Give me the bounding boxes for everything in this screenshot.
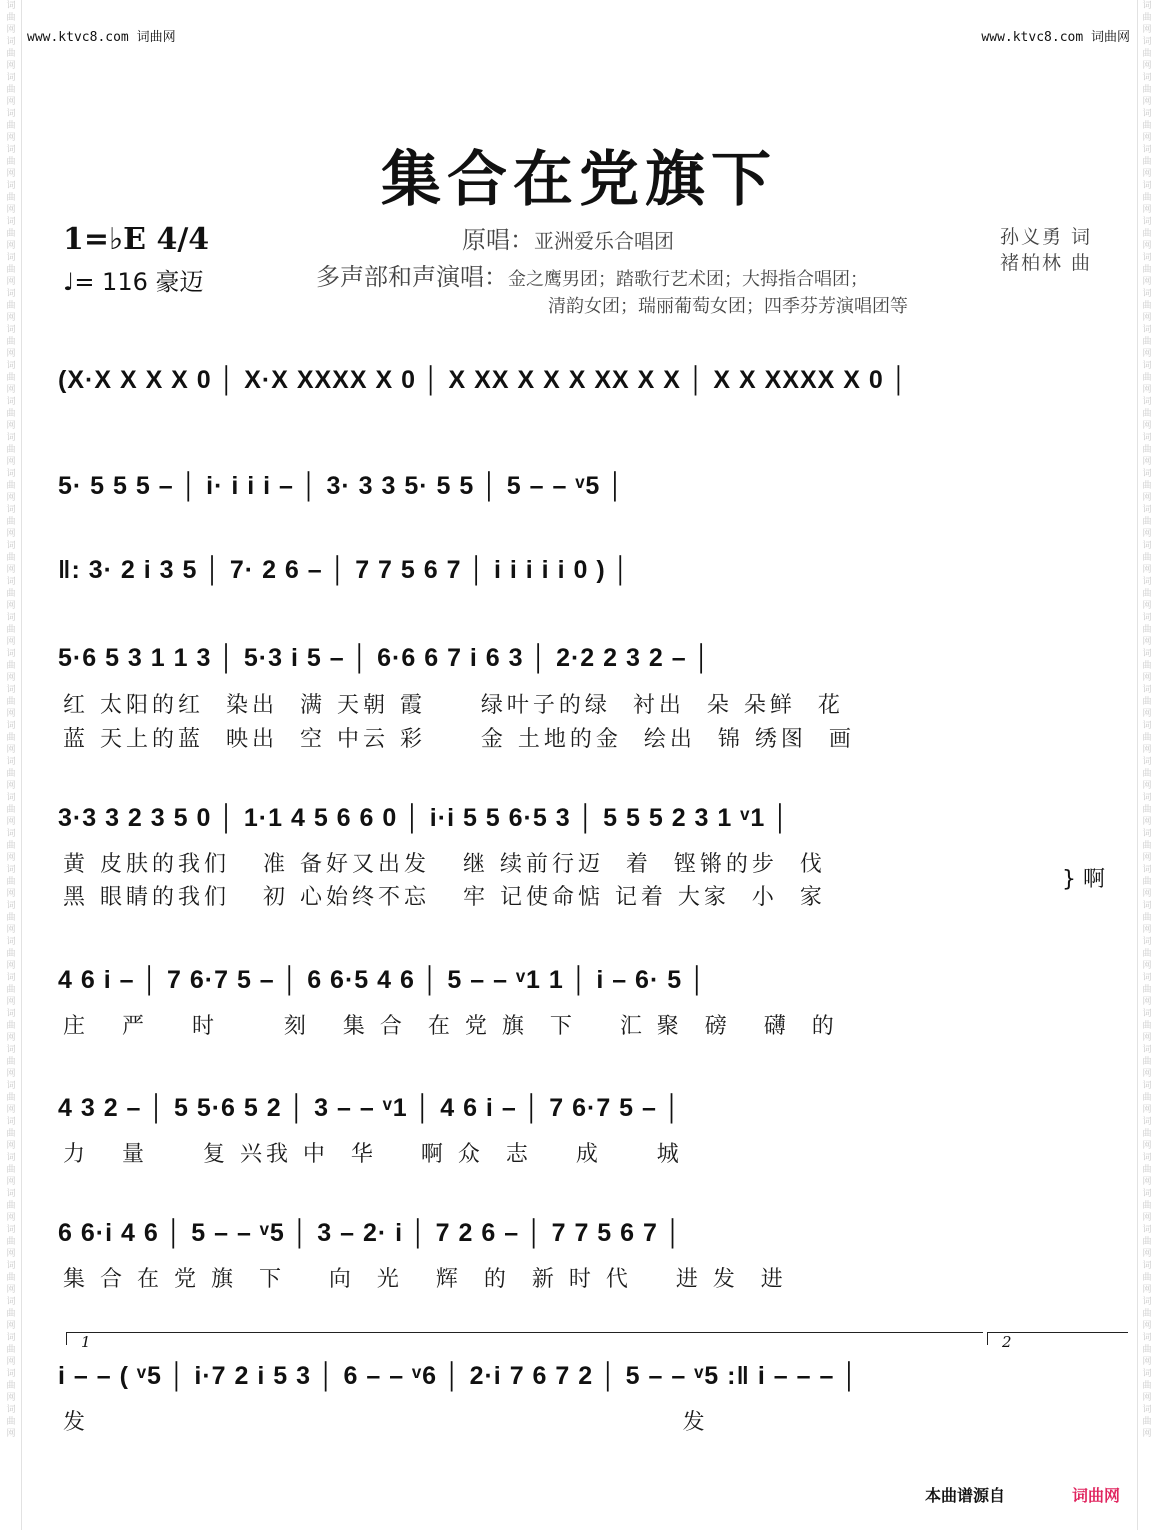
- margin-line-left: [21, 0, 22, 1530]
- lyric-line-8: 集 合 在 党 旗 下 向 光 辉 的 新 时 代 进 发 进: [63, 1267, 787, 1292]
- lyric-line-5b: 黑 眼睛的我们 初 心始终不忘 牢 记使命惦 记着 大家 小 家: [63, 885, 826, 910]
- lyric-line-5a: 黄 皮肤的我们 准 备好又出发 继 续前行迈 着 铿锵的步 伐: [63, 852, 826, 877]
- side-watermark-right: 词曲网词曲网词曲网词曲网词曲网词曲网词曲网词曲网词曲网词曲网词曲网词曲网词曲网词曲网词曲网词曲网词曲网词曲网词曲网词曲网词曲网词曲网词曲网词曲网词曲网词曲网词曲网词曲网词曲网词曲网词曲网词曲网词曲网词曲网词曲网词曲网词曲网词曲网词曲网词曲网: [1142, 1, 1152, 1439]
- lyric-line-4a: 红 太阳的红 染出 满 天朝 霞 绿叶子的绿 衬出 朵 朵鲜 花: [63, 693, 844, 718]
- margin-line-right: [1137, 0, 1138, 1530]
- staff-line-2: 5· 5 5 5 – │ i· i i i – │ 3· 3 3 5· 5 5 │ 5 – – ᵛ5 │: [58, 472, 625, 500]
- source-label: 本曲谱源自: [925, 1486, 1006, 1505]
- staff-line-5: 3·3 3 2 3 5 0 │ 1·1 4 5 6 6 0 │ i·i 5 5 6·5 3 │ 5 5 5 2 3 1 ᵛ1 │: [58, 804, 790, 832]
- lyric-line-7: 力 量 复 兴我 中 华 啊 众 志 成 城: [63, 1142, 683, 1167]
- staff-line-9: i – – ( ᵛ5 │ i·7 2 i 5 3 │ 6 – – ᵛ6 │ 2·i 7 6 7 2 │ 5 – – ᵛ5 :‖ i – – – │: [58, 1362, 859, 1390]
- multi-voice-line1: 金之鹰男团；踏歌行艺术团；大拇指合唱团；: [508, 269, 868, 290]
- lyric-line-6: 庄 严 时 刻 集 合 在 党 旗 下 汇 聚 磅 礴 的: [63, 1014, 838, 1039]
- staff-line-4: 5·6 5 3 1 1 3 │ 5·3 i 5 – │ 6·6 6 7 i 6 3 │ 2·2 2 3 2 – │: [58, 644, 712, 672]
- staff-line-8: 6 6·i 4 6 │ 5 – – ᵛ5 │ 3 – 2· i │ 7 2 6 – │ 7 7 5 6 7 │: [58, 1219, 683, 1247]
- multi-voice-label: 多声部和声演唱：: [316, 263, 508, 291]
- volta-bracket-2: [987, 1332, 1128, 1351]
- lyric-brace-ah: } 啊: [1062, 867, 1105, 892]
- volta-number-2: 2: [1002, 1333, 1012, 1351]
- volta-bracket-1: [66, 1332, 983, 1351]
- lyricist: 孙义勇 词: [1000, 226, 1093, 248]
- key-signature: 1=♭E 4/4: [63, 222, 210, 257]
- staff-line-3: ‖: 3· 2 i 3 5 │ 7· 2 6 – │ 7 7 5 6 7 │ i i i i i 0 ) │: [58, 556, 631, 584]
- composer: 褚柏林 曲: [1000, 252, 1093, 274]
- tempo-marking: ♩= 116 豪迈: [63, 268, 204, 296]
- song-title: 集合在党旗下: [381, 145, 777, 215]
- side-watermark-left: 词曲网词曲网词曲网词曲网词曲网词曲网词曲网词曲网词曲网词曲网词曲网词曲网词曲网词曲网词曲网词曲网词曲网词曲网词曲网词曲网词曲网词曲网词曲网词曲网词曲网词曲网词曲网词曲网词曲网词曲网词曲网词曲网词曲网词曲网词曲网词曲网词曲网词曲网词曲网词曲网: [6, 1, 16, 1439]
- multi-voice-line2: 清韵女团；瑞丽葡萄女团；四季芬芳演唱团等: [548, 296, 908, 317]
- staff-line-7: 4 3 2 – │ 5 5·6 5 2 │ 3 – – ᵛ1 │ 4 6 i – │ 7 6·7 5 – │: [58, 1094, 682, 1122]
- source-site-link[interactable]: 词曲网: [1072, 1486, 1121, 1505]
- original-label: 原唱：: [462, 226, 534, 254]
- site-url-left: www.ktvc8.com 词曲网: [27, 30, 176, 45]
- staff-line-1: (X·X X X X 0 │ X·X XXXX X 0 │ X XX X X X XX X X │ X X XXXX X 0 │: [58, 366, 909, 394]
- lyric-line-4b: 蓝 天上的蓝 映出 空 中云 彩 金 土地的金 绘出 锦 绣图 画: [63, 727, 855, 752]
- site-url-right: www.ktvc8.com 词曲网: [981, 30, 1130, 45]
- staff-line-6: 4 6 i – │ 7 6·7 5 – │ 6 6·5 4 6 │ 5 – – ᵛ1 1 │ i – 6· 5 │: [58, 966, 707, 994]
- volta-number-1: 1: [81, 1333, 91, 1351]
- original-singer: 亚洲爱乐合唱团: [534, 229, 674, 253]
- lyric-line-9: 发 发: [63, 1410, 709, 1435]
